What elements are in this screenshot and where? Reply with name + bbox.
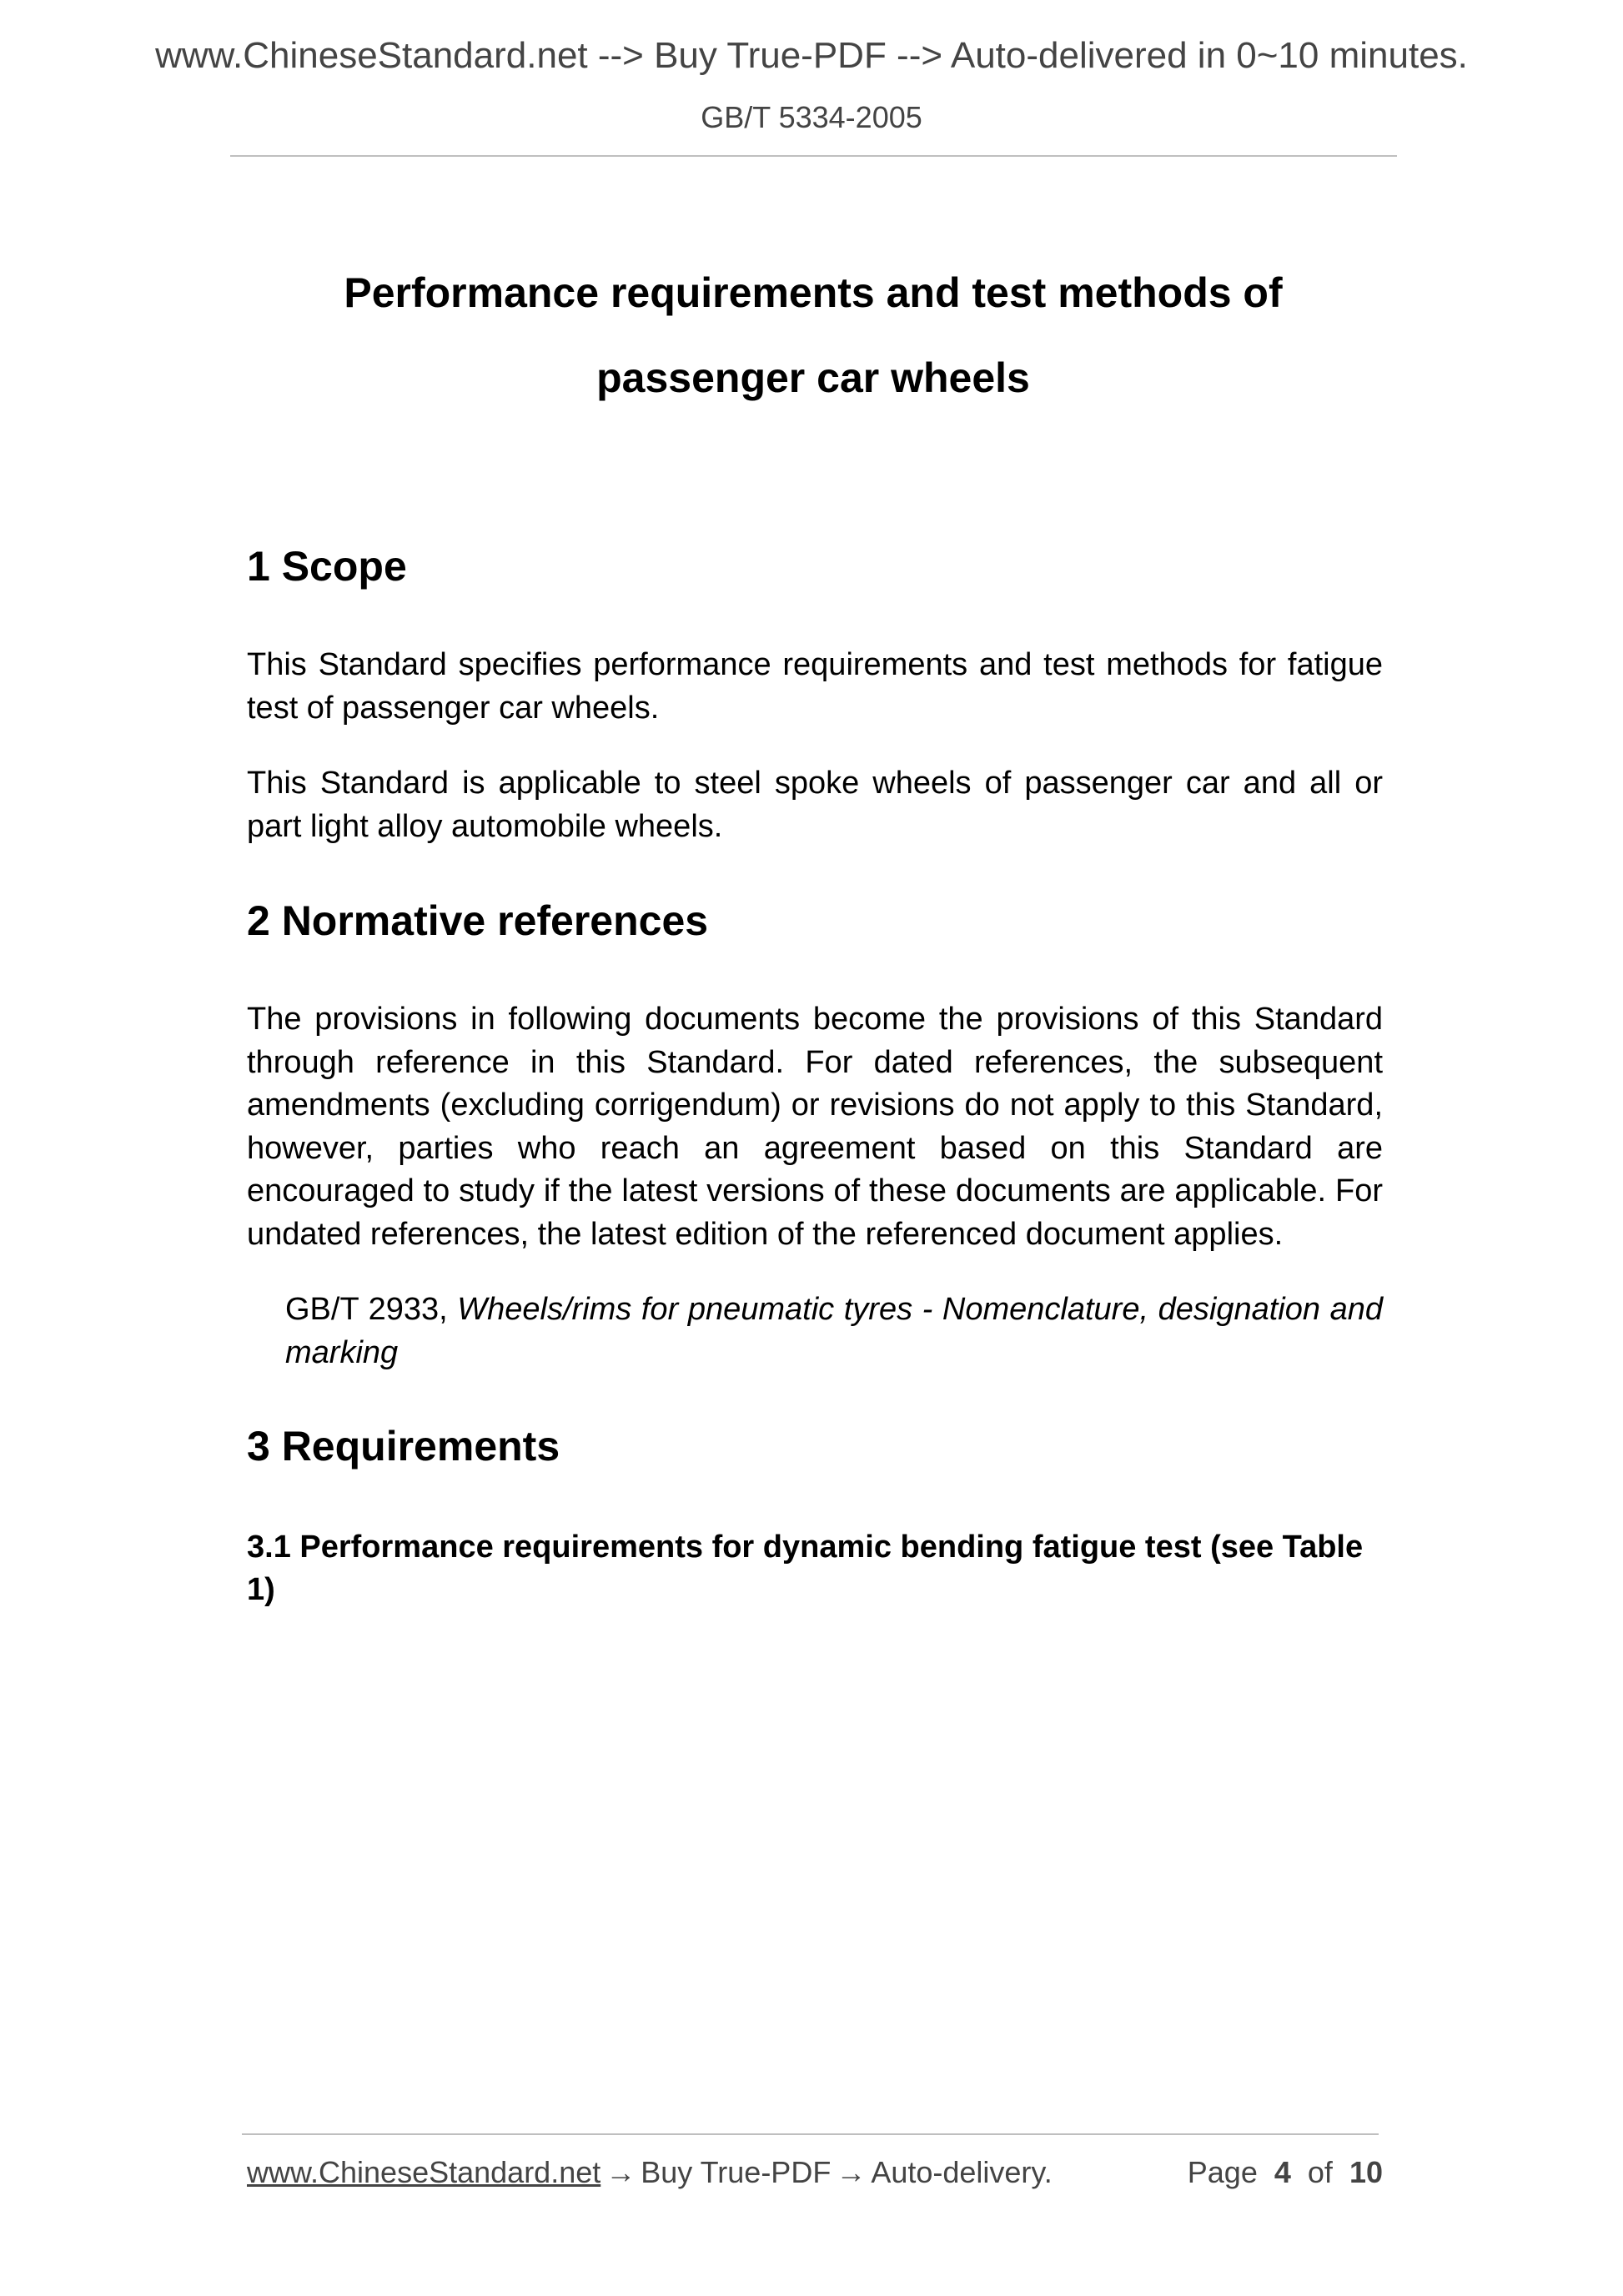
document-title — [242, 250, 1384, 420]
reference-code: GB/T 2933, — [285, 1292, 448, 1327]
footer-site-link[interactable]: www.ChineseStandard.net — [247, 2155, 601, 2189]
subsection-heading-3-1: 3.1 Performance requirements for dynamic bending fatigue test (see Table 1) — [247, 1530, 1364, 1607]
arrow-right-icon: → — [836, 2155, 867, 2189]
reference-title: Wheels/rims for pneumatic tyres - Nomenclature, designation and marking — [285, 1292, 1383, 1370]
page-footer — [247, 2155, 1383, 2190]
section-heading-requirements: 3 Requirements — [247, 1423, 560, 1470]
standard-code: GB/T 5334-2005 — [701, 100, 922, 134]
header-divider — [230, 155, 1397, 157]
footer-buy-text: Buy True-PDF — [641, 2155, 832, 2189]
reference-entry — [285, 1289, 1383, 1374]
scope-paragraph-2: This Standard is applicable to steel spoke wheels of passenger car and all or part light alloy automobile wheels. — [247, 766, 1383, 844]
document-title-line1: Performance requirements and test methods of — [344, 269, 1283, 316]
page-total: 10 — [1349, 2155, 1383, 2189]
section-heading-normative-references: 2 Normative references — [247, 897, 709, 944]
normative-paragraph: The provisions in following documents become the provisions of this Standard through reference in this Standard. For dated references, the subsequent amendments (excluding corrigendum) or revisions do not apply to this Standard, however, parties who reach an agreement based on this Standard are encouraged to study if the latest versions of these documents are applicable. For undated references, the latest edition of the referenced document applies. — [247, 1002, 1383, 1252]
footer-divider — [242, 2133, 1379, 2135]
footer-delivery-text: Auto-delivery. — [871, 2155, 1053, 2189]
section-heading-scope: 1 Scope — [247, 543, 407, 590]
top-banner: www.ChineseStandard.net --> Buy True-PDF --> Auto-delivered in 0~10 minutes. — [155, 35, 1468, 76]
document-title-line2: passenger car wheels — [596, 354, 1030, 401]
page-of: of — [1307, 2155, 1333, 2189]
scope-paragraph-1: This Standard specifies performance requirements and test methods for fatigue test of passenger car wheels. — [247, 647, 1383, 726]
page-current: 4 — [1274, 2155, 1291, 2189]
page-number — [1188, 2155, 1383, 2190]
page-label: Page — [1187, 2155, 1258, 2189]
arrow-right-icon: → — [605, 2155, 636, 2189]
